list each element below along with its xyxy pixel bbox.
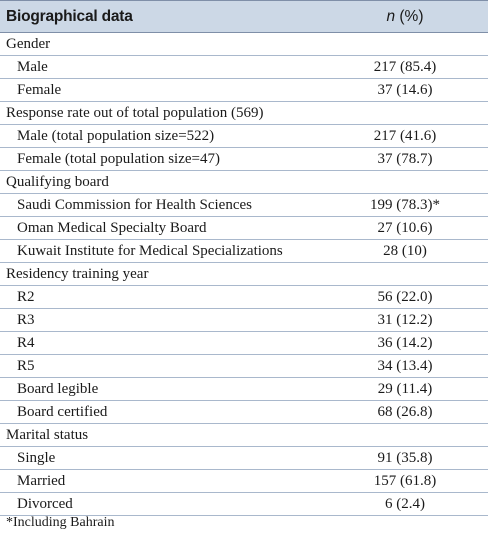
header-n: n [386, 7, 396, 25]
row-label: Single [17, 449, 56, 466]
row-label: Response rate out of total population (569) [6, 104, 264, 121]
table-row [0, 493, 488, 516]
row-value: 217 (41.6) [373, 127, 437, 144]
table-row [0, 217, 488, 240]
row-value: 37 (78.7) [377, 150, 433, 167]
header-percent: (%) [395, 7, 424, 25]
table-row [0, 470, 488, 493]
table-footnote: *Including Bahrain [6, 515, 115, 530]
table-group-row [0, 102, 488, 125]
row-value: 31 (12.2) [377, 311, 433, 328]
table-group-row [0, 171, 488, 194]
row-value: 217 (85.4) [373, 58, 437, 75]
row-label: Female [17, 81, 62, 98]
row-value: 34 (13.4) [377, 357, 433, 374]
table-header [0, 0, 488, 33]
table-row [0, 148, 488, 171]
row-label: Kuwait Institute for Medical Specializations [17, 242, 283, 259]
row-label: R2 [17, 288, 35, 305]
row-label: Divorced [17, 495, 73, 512]
row-value: 199 (78.3)* [370, 196, 440, 213]
table-row [0, 447, 488, 470]
table-row [0, 355, 488, 378]
row-label: Qualifying board [6, 173, 109, 190]
table-body [0, 33, 488, 516]
row-label: Board legible [17, 380, 99, 397]
table-row [0, 309, 488, 332]
row-value: 28 (10) [383, 242, 427, 259]
table-group-row [0, 33, 488, 56]
header-n-percent [330, 8, 488, 26]
row-value: 36 (14.2) [377, 334, 433, 351]
row-label: Saudi Commission for Health Sciences [17, 196, 252, 213]
row-label: Married [17, 472, 66, 489]
table-row [0, 240, 488, 263]
table-group-row [0, 424, 488, 447]
row-value: 157 (61.8) [373, 472, 437, 489]
row-label: R4 [17, 334, 35, 351]
row-value: 56 (22.0) [377, 288, 433, 305]
row-value: 6 (2.4) [385, 495, 425, 512]
table-row [0, 125, 488, 148]
table-row [0, 401, 488, 424]
table-row [0, 56, 488, 79]
table-row [0, 378, 488, 401]
row-label: Residency training year [6, 265, 149, 282]
row-label: Female (total population size=47) [17, 150, 220, 167]
row-label: Oman Medical Specialty Board [17, 219, 207, 236]
row-label: R5 [17, 357, 35, 374]
row-value: 27 (10.6) [377, 219, 433, 236]
row-value: 29 (11.4) [377, 380, 433, 397]
row-label: Male [17, 58, 48, 75]
table-group-row [0, 263, 488, 286]
row-label: Male (total population size=522) [17, 127, 215, 144]
row-value: 91 (35.8) [377, 449, 433, 466]
table-row [0, 286, 488, 309]
row-label: R3 [17, 311, 35, 328]
row-value: 68 (26.8) [377, 403, 433, 420]
row-label: Gender [6, 35, 51, 52]
table-row [0, 332, 488, 355]
table-row [0, 79, 488, 102]
row-label: Board certified [17, 403, 108, 420]
row-label: Marital status [6, 426, 89, 443]
row-value: 37 (14.6) [377, 81, 433, 98]
table-row [0, 194, 488, 217]
header-biographical-data: Biographical data [6, 7, 133, 25]
